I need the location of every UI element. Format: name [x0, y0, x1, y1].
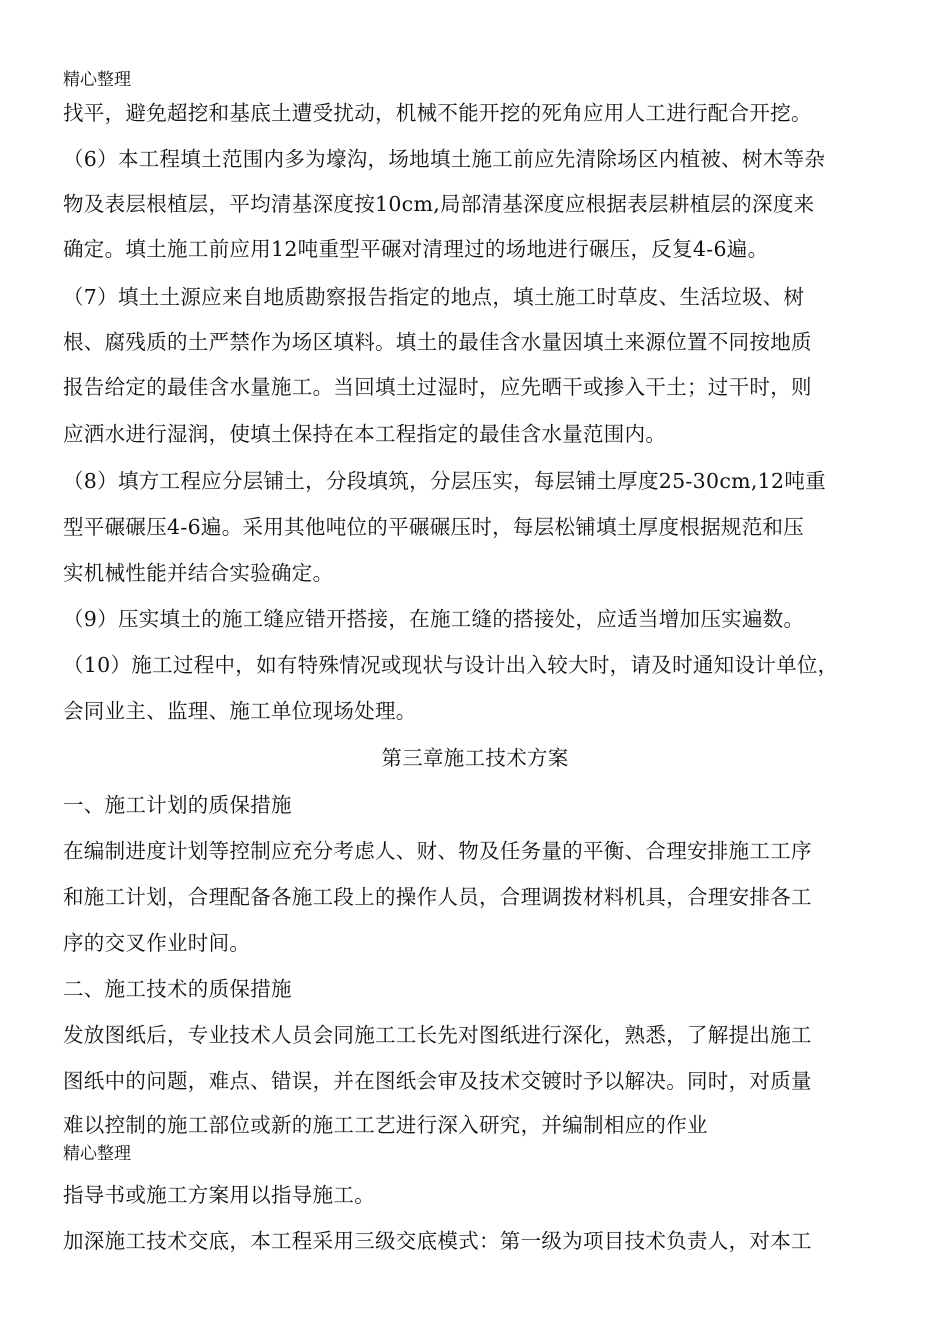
text-line: 应洒水进行湿润，使填土保持在本工程指定的最佳含水量范围内。	[63, 422, 667, 446]
text-line: （8）填方工程应分层铺土，分段填筑，分层压实，每层铺土厚度25-30cm,12吨重	[63, 469, 826, 493]
text-line: 实机械性能并结合实验确定。	[63, 561, 334, 585]
text-line: 物及表层根植层，平均清基深度按10cm,局部清基深度应根据表层耕植层的深度来	[63, 192, 815, 216]
text-line: （9）压实填土的施工缝应错开搭接，在施工缝的搭接处，应适当增加压实遍数。	[63, 607, 805, 631]
text-line: 报告给定的最佳含水量施工。当回填土过湿时，应先晒干或掺入干土；过干时，则	[63, 375, 812, 399]
text-line: （7）填土土源应来自地质勘察报告指定的地点，填土施工时草皮、生活垃圾、树	[63, 285, 805, 309]
text-line: 难以控制的施工部位或新的施工工艺进行深入研究，并编制相应的作业	[63, 1113, 708, 1137]
text-line: 根、腐残质的土严禁作为场区填料。填土的最佳含水量因填土来源位置不同按地质	[63, 330, 812, 354]
section-heading: 二、施工技术的质保措施	[63, 977, 292, 1001]
text-line: 图纸中的问题，难点、错误，并在图纸会审及技术交镀时予以解决。同时，对质量	[63, 1069, 812, 1093]
text-line: 序的交叉作业时间。	[63, 931, 251, 955]
text-line: 和施工计划，合理配备各施工段上的操作人员，合理调拨材料机具，合理安排各工	[63, 885, 812, 909]
text-line: 找平，避免超挖和基底土遭受扰动，机械不能开挖的死角应用人工进行配合开挖。	[63, 101, 812, 125]
section-heading: 一、施工计划的质保措施	[63, 793, 292, 817]
chapter-title: 第三章施工技术方案	[381, 746, 569, 770]
text-line: 型平碾碾压4-6遍。采用其他吨位的平碾碾压时，每层松铺填土厚度根据规范和压	[63, 515, 805, 539]
text-line: 发放图纸后，专业技术人员会同施工工长先对图纸进行深化，熟悉，了解提出施工	[63, 1023, 812, 1047]
text-line: 会同业主、监理、施工单位现场处理。	[63, 699, 417, 723]
page-header-mid: 精心整理	[63, 1144, 131, 1164]
text-line: 确定。填土施工前应用12吨重型平碾对清理过的场地进行碾压，反复4-6遍。	[63, 237, 769, 261]
text-line: （6）本工程填土范围内多为壕沟，场地填土施工前应先清除场区内植被、树木等杂	[63, 147, 826, 171]
text-line: 在编制进度计划等控制应充分考虑人、财、物及任务量的平衡、合理安排施工工序	[63, 839, 812, 863]
text-line: （10）施工过程中，如有特殊情况或现状与设计出入较大时，请及时通知设计单位，	[63, 653, 839, 677]
page-header-top: 精心整理	[63, 70, 131, 90]
text-line: 加深施工技术交底，本工程采用三级交底模式：第一级为项目技术负责人，对本工	[63, 1229, 812, 1253]
text-line: 指导书或施工方案用以指导施工。	[63, 1183, 375, 1207]
